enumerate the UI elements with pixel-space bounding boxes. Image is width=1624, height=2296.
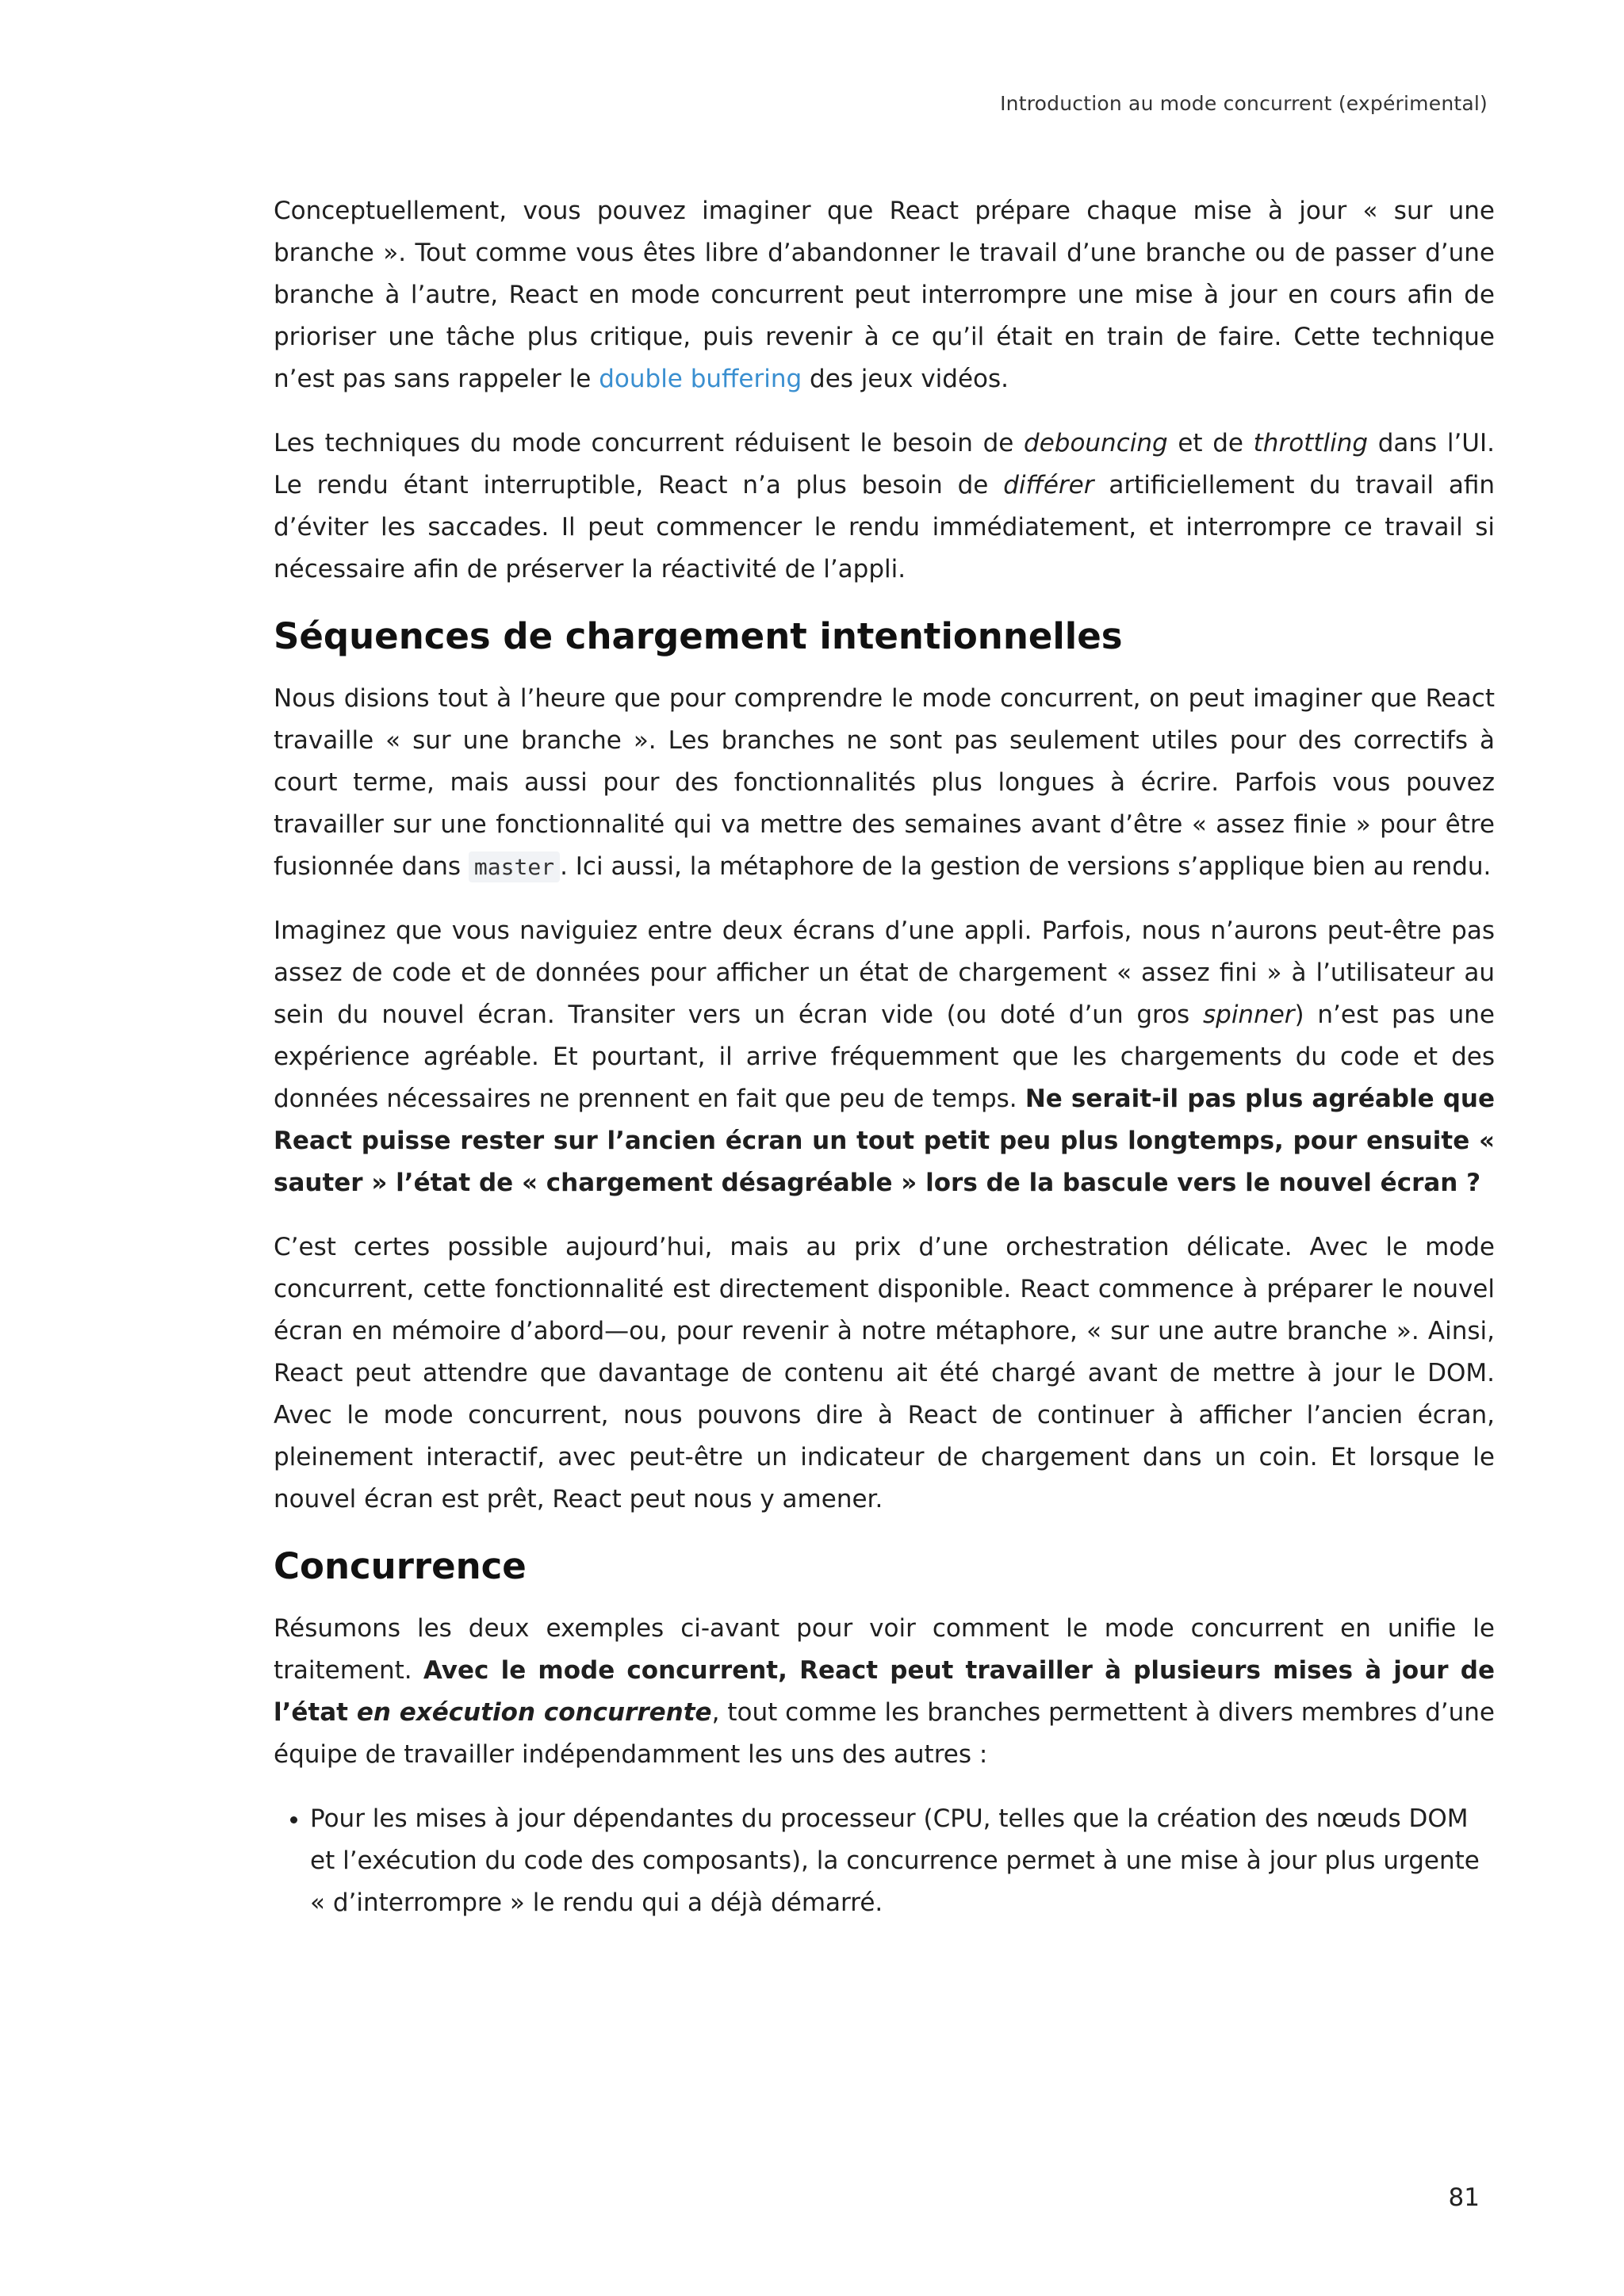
- text-run: , tout comme les branches permettent à divers membres d’une équipe de travailler indépendamment les uns des autres :: [274, 1698, 1495, 1769]
- running-header: Introduction au mode concurrent (expérimental): [1000, 92, 1488, 115]
- bullet-list: [274, 1798, 1495, 1924]
- emphasis-throttling: throttling: [1253, 429, 1369, 457]
- paragraph-summary: [274, 1608, 1495, 1776]
- section-heading-loading-sequences: Séquences de chargement intentionnelles: [274, 615, 1123, 657]
- emphasis-spinner: spinner: [1202, 1001, 1295, 1029]
- page-number: 81: [1448, 2183, 1480, 2212]
- text-run: Conceptuellement, vous pouvez imaginer que React prépare chaque mise à jour « sur une branche ». Tout comme vous êtes libre d’abandonner le travail d’une branche ou de passer d’une branche à l’autre, React en mode concurrent peut interrompre une mise à jour en cours afin de prioriser une tâche plus critique, puis revenir à ce qu’il était en train de faire. Cette technique n’est pas sans rappeler le: [274, 197, 1495, 393]
- strong-run: Avec le mode concurrent, React peut travailler à plusieurs mises à jour de l’état: [274, 1656, 1495, 1727]
- page-content: [274, 190, 1495, 1924]
- emphasis-debouncing: debouncing: [1024, 429, 1168, 457]
- list-item: • Pour les mises à jour dépendantes du processeur (CPU, telles que la création des nœuds DOM et l’exécution du code des composants), la concurrence permet à une mise à jour plus urgente « d’interrompre » le rendu qui a déjà démarré.: [310, 1798, 1495, 1924]
- double-buffering-link[interactable]: double buffering: [599, 365, 802, 393]
- strong-question: Ne serait-il pas plus agréable que React puisse rester sur l’ancien écran un tout petit peu plus longtemps, pour ensuite « sauter » l’état de « chargement désagréable » lors de la bascule vers le nouvel écran ?: [274, 1085, 1496, 1197]
- paragraph-branch-metaphor: [274, 190, 1495, 400]
- text-run: . Ici aussi, la métaphore de la gestion de versions s’applique bien au rendu.: [560, 852, 1492, 881]
- text-run: artificiellement du travail afin d’éviter les saccades. Il peut commencer le rendu immédiatement, et interrompre ce travail si nécessaire afin de préserver la réactivité de l’appli.: [274, 471, 1495, 584]
- text-run: Résumons les deux exemples ci-avant pour voir comment le mode concurrent en unifie le traitement.: [274, 1614, 1495, 1685]
- text-run: Nous disions tout à l’heure que pour comprendre le mode concurrent, on peut imaginer que React travaille « sur une branche ». Les branches ne sont pas seulement utiles pour des correctifs à court terme, mais aussi pour des fonctionnalités plus longues à écrire. Parfois vous pouvez travailler sur une fonctionnalité qui va mettre des semaines avant d’être « assez finie » pour être fusionnée dans: [274, 684, 1495, 881]
- paragraph-branches: [274, 678, 1495, 888]
- text-run: et de: [1167, 429, 1254, 457]
- inline-code-master: master: [469, 851, 560, 882]
- paragraph-debouncing: [274, 423, 1495, 591]
- text-run: Imaginez que vous naviguiez entre deux écrans d’une appli. Parfois, nous n’aurons peut-être pas assez de code et de données pour afficher un état de chargement « assez fini » à l’utilisateur au sein du nouvel écran. Transiter vers un écran vide (ou doté d’un gros: [274, 916, 1495, 1029]
- paragraph-screen-navigation: [274, 910, 1495, 1204]
- emphasis-differer: différer: [1003, 471, 1094, 499]
- strong-emphasis-concurrent-execution: en exécution concurrente: [356, 1698, 712, 1727]
- text-run: ) n’est pas une expérience agréable. Et pourtant, il arrive fréquemment que les chargements du code et des données nécessaires ne prennent en fait que peu de temps.: [274, 1001, 1496, 1113]
- paragraph-orchestration: C’est certes possible aujourd’hui, mais au prix d’une orchestration délicate. Avec le mode concurrent, cette fonctionnalité est directement disponible. React commence à préparer le nouvel écran en mémoire d’abord—ou, pour revenir à notre métaphore, « sur une autre branche ». Ainsi, React peut attendre que davantage de contenu ait été chargé avant de mettre à jour le DOM. Avec le mode concurrent, nous pouvons dire à React de continuer à afficher l’ancien écran, pleinement interactif, avec peut-être un indicateur de chargement dans un coin. Et lorsque le nouvel écran est prêt, React peut nous y amener.: [274, 1233, 1495, 1513]
- text-run: dans l’UI. Le rendu étant interruptible, React n’a plus besoin de: [274, 429, 1495, 499]
- text-run: Les techniques du mode concurrent réduisent le besoin de: [274, 429, 1025, 457]
- section-heading-concurrence: Concurrence: [274, 1545, 527, 1587]
- text-run: des jeux vidéos.: [802, 365, 1009, 393]
